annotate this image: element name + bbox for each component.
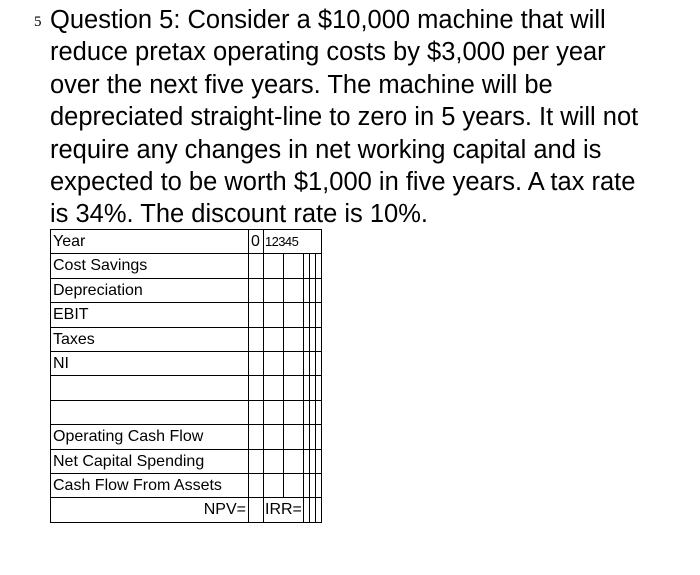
year-0-value-cell[interactable] xyxy=(249,352,264,376)
year-2-value-cell[interactable] xyxy=(283,254,303,278)
year-1-value-cell[interactable] xyxy=(264,400,284,424)
npv-label: NPV= xyxy=(51,498,249,522)
question-line: require any changes in net working capital and is xyxy=(50,135,602,164)
year-2-label: 2 xyxy=(271,234,279,249)
year-5-value-cell[interactable] xyxy=(315,352,321,376)
year-1-label: 1 xyxy=(265,234,272,249)
year-2-value-cell[interactable] xyxy=(283,352,303,376)
irr-label: IRR= xyxy=(264,498,304,522)
year-1-value-cell[interactable] xyxy=(264,376,284,400)
year-1-value-cell[interactable] xyxy=(264,449,284,473)
year-5-label: 5 xyxy=(291,234,299,249)
table-row xyxy=(51,327,322,351)
row-label-cell: EBIT xyxy=(51,303,249,327)
year-2-value-cell[interactable] xyxy=(283,425,303,449)
table-row xyxy=(51,425,322,449)
npv-irr-row xyxy=(51,498,322,522)
cash-flow-table xyxy=(50,229,322,523)
year-1-value-cell[interactable] xyxy=(264,474,284,498)
table-row xyxy=(51,376,322,400)
year-0-value-cell[interactable] xyxy=(249,303,264,327)
question-number: 5 xyxy=(34,14,42,30)
years-header-cell xyxy=(264,230,322,254)
year-2-value-cell[interactable] xyxy=(283,376,303,400)
table-row xyxy=(51,303,322,327)
table-header-row xyxy=(51,230,322,254)
question-text xyxy=(34,4,695,231)
year-5-value-cell[interactable] xyxy=(315,327,321,351)
year-5-value-cell[interactable] xyxy=(315,449,321,473)
row-label-cell: Cost Savings xyxy=(51,254,249,278)
irr-value-cell[interactable] xyxy=(315,498,321,522)
year-1-value-cell[interactable] xyxy=(264,425,284,449)
year-0-value-cell[interactable] xyxy=(249,425,264,449)
table-row xyxy=(51,474,322,498)
year-5-value-cell[interactable] xyxy=(315,278,321,302)
row-label-cell: Net Capital Spending xyxy=(51,449,249,473)
row-label-cell xyxy=(51,400,249,424)
year-1-value-cell[interactable] xyxy=(264,303,284,327)
year-5-value-cell[interactable] xyxy=(315,400,321,424)
year-1-value-cell[interactable] xyxy=(264,254,284,278)
table-row xyxy=(51,400,322,424)
year-5-value-cell[interactable] xyxy=(315,254,321,278)
question-line: Question 5: Consider a $10,000 machine that will xyxy=(50,6,606,34)
year-0-value-cell[interactable] xyxy=(249,327,264,351)
year-5-value-cell[interactable] xyxy=(315,376,321,400)
year-0-header-cell: 0 xyxy=(249,230,264,254)
year-0-value-cell[interactable] xyxy=(249,376,264,400)
row-label-cell: Cash Flow From Assets xyxy=(51,474,249,498)
row-label-cell: Taxes xyxy=(51,327,249,351)
year-header-cell: Year xyxy=(51,230,249,254)
year-3-label: 3 xyxy=(278,234,285,249)
year-2-value-cell[interactable] xyxy=(283,449,303,473)
year-5-value-cell[interactable] xyxy=(315,303,321,327)
year-2-value-cell[interactable] xyxy=(283,474,303,498)
year-0-value-cell[interactable] xyxy=(249,254,264,278)
question-line: over the next five years. The machine will be xyxy=(50,70,553,99)
year-5-value-cell[interactable] xyxy=(315,425,321,449)
year-2-value-cell[interactable] xyxy=(283,303,303,327)
year-0-value-cell[interactable] xyxy=(249,449,264,473)
year-0-value-cell[interactable] xyxy=(249,474,264,498)
question-line: reduce pretax operating costs by $3,000 per year xyxy=(50,38,606,67)
row-label-cell xyxy=(51,376,249,400)
year-0-value-cell[interactable] xyxy=(249,400,264,424)
year-2-value-cell[interactable] xyxy=(283,327,303,351)
table-row xyxy=(51,449,322,473)
year-1-value-cell[interactable] xyxy=(264,278,284,302)
year-0-value-cell[interactable] xyxy=(249,278,264,302)
year-5-value-cell[interactable] xyxy=(315,474,321,498)
table-row xyxy=(51,254,322,278)
year-1-value-cell[interactable] xyxy=(264,352,284,376)
year-4-label: 4 xyxy=(284,234,292,249)
question-line: depreciated straight-line to zero in 5 years. It will not xyxy=(50,103,639,132)
npv-value-cell[interactable] xyxy=(249,498,264,522)
year-2-value-cell[interactable] xyxy=(283,400,303,424)
year-2-value-cell[interactable] xyxy=(283,278,303,302)
row-label-cell: NI xyxy=(51,352,249,376)
year-1-value-cell[interactable] xyxy=(264,327,284,351)
table-row xyxy=(51,352,322,376)
row-label-cell: Operating Cash Flow xyxy=(51,425,249,449)
row-label-cell: Depreciation xyxy=(51,278,249,302)
table-row xyxy=(51,278,322,302)
question-line: expected to be worth $1,000 in five years. A tax rate xyxy=(50,168,636,197)
question-line: is 34%. The discount rate is 10%. xyxy=(50,200,428,229)
